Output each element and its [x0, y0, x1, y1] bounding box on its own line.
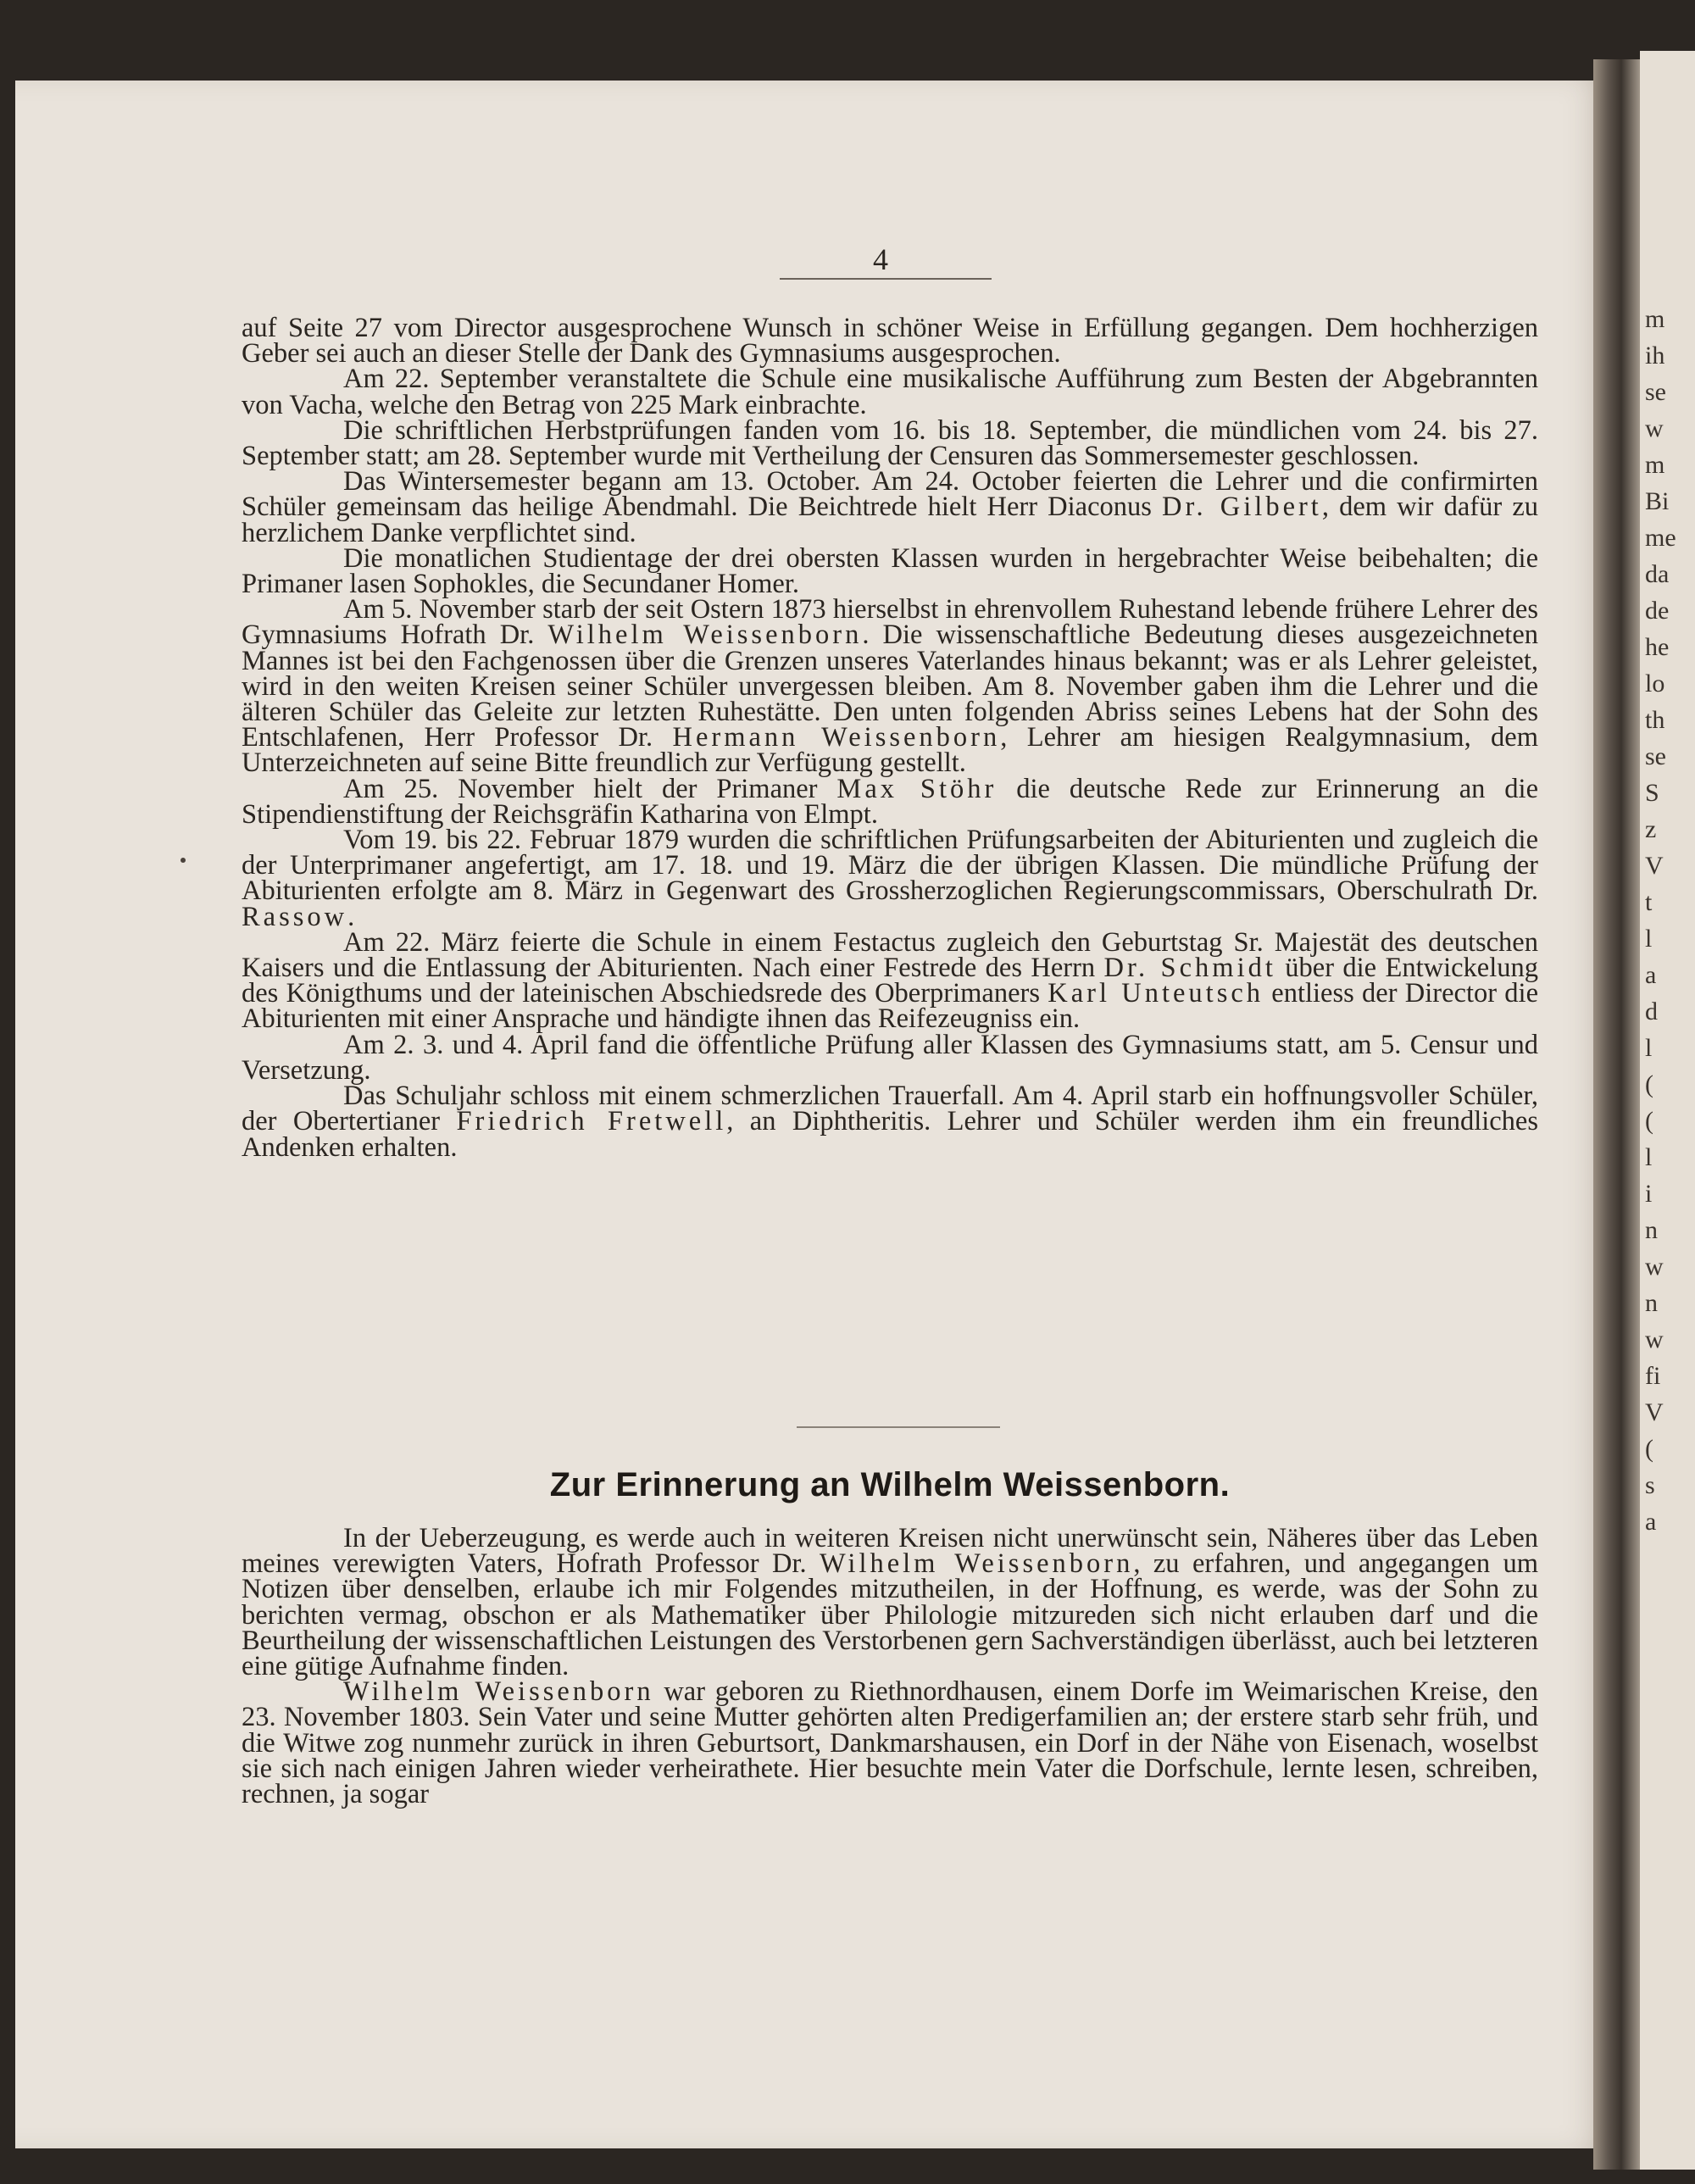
paragraph [242, 926, 1539, 1035]
facing-page-fragment: m [1645, 451, 1665, 479]
paragraph [242, 313, 1538, 370]
facing-page-fragment: ( [1645, 1435, 1653, 1463]
spaced-name: Max Stöhr [836, 773, 998, 804]
margin-dot [181, 858, 186, 863]
facing-page-fragment: n [1645, 1289, 1658, 1317]
facing-page-edge [1640, 51, 1695, 2170]
spaced-name: Rassow [242, 901, 348, 932]
facing-page-fragment: V [1645, 852, 1664, 880]
facing-page-fragment: i [1645, 1180, 1653, 1208]
paragraph [242, 594, 1538, 779]
text-run: In der Ueberzeugung, es werde auch in weiteren Kreisen nicht unerwünscht sein, Näheres über das Leben meines verewigten Vaters, Hofrath Professor Dr. [242, 1523, 1538, 1580]
facing-page-fragment: da [1645, 560, 1670, 588]
facing-page-fragment: me [1645, 524, 1676, 552]
text-run: , Lehrer am hiesigen Realgymnasium, dem Unterzeichneten auf seine Bitte freundlich zur Verfügung gestellt. [242, 722, 1538, 779]
text-run: Am 2. 3. und 4. April fand die öffentliche Prüfung aller Klassen des Gymnasiums statt, am 5. Censur und Versetzung. [242, 1029, 1538, 1086]
facing-page-fragment: se [1645, 378, 1666, 406]
spaced-name: Dr. Gilbert [1162, 492, 1322, 523]
facing-page-fragment: a [1645, 1508, 1657, 1536]
paragraph [242, 542, 1538, 600]
paragraph [242, 1081, 1538, 1163]
header-rule [780, 278, 992, 280]
facing-page-fragment: de [1645, 597, 1670, 625]
text-run: Am 25. November hielt der Primaner [343, 773, 837, 804]
facing-page-fragment: se [1645, 742, 1666, 770]
text-run: Am 22. September veranstaltete die Schule eine musikalische Aufführung zum Besten der Abgebrannten von Vacha, welche den Betrag von 225 Mark einbrachte. [242, 364, 1538, 420]
facing-page-fragment: d [1645, 998, 1658, 1025]
facing-page-fragment: fi [1645, 1362, 1661, 1390]
facing-page-fragment: ih [1645, 342, 1665, 370]
paragraph [242, 1676, 1538, 1810]
text-run: , an Diphtheritis. Lehrer und Schüler werden ihm ein freundliches Andenken erhalten. [242, 1106, 1538, 1163]
facing-page-fragment: ( [1645, 1070, 1653, 1098]
facing-page-fragment: n [1645, 1216, 1658, 1244]
facing-page-fragment: Bi [1645, 487, 1670, 515]
text-run: . Die wissenschaftliche Bedeutung dieses ausgezeichneten Mannes ist bei den Fachgenossen über die Grenzen unseres Vaterlandes hinaus bekannt; was er als Lehrer geleistet, wird in den weiten Kreisen seiner Schüler unvergessen bleiben. Am 8. November gaben ihm die Lehrer und die älteren Schüler das Geleite zur letzten Ruhestätte. Den unten folgenden Abriss seines Lebens hat der Sohn des Entschlafenen, Herr Professor Dr. [242, 620, 1538, 753]
paragraph [242, 773, 1538, 830]
facing-page-fragment: w [1645, 414, 1664, 442]
text-run: die deutsche Rede zur Erinnerung an die Stipendienstiftung der Reichsgräfin Katharina von Elmpt. [242, 773, 1538, 830]
text-run: über die Entwickelung des Königthums und der lateinischen Abschiedsrede des Oberprimaners [242, 953, 1538, 1009]
spaced-name: Wilhelm Weissenborn [547, 620, 863, 651]
text-run: . [347, 901, 355, 932]
body-text [242, 313, 1539, 1163]
spaced-name: Wilhelm Weissenborn [343, 1676, 654, 1708]
text-run: Die monatlichen Studientage der drei obersten Klassen wurden in hergebrachter Weise beibehalten; die Primaner lasen Sophokles, die Secundaner Homer. [242, 542, 1538, 600]
book-gutter [1593, 59, 1644, 2170]
facing-page-fragment: V [1645, 1398, 1664, 1426]
facing-page-fragment: z [1645, 815, 1657, 843]
text-run: Das Wintersemester begann am 13. October. Am 24. October feierten die Lehrer und die confirmirten Schüler gemeinsam das heilige Abendmahl. Die Beichtrede hielt Herr Diaconus [242, 466, 1538, 523]
text-run: entliess der Director die Abiturienten mit einer Ansprache und händigte ihnen das Reifezeugniss ein. [242, 978, 1539, 1035]
section-heading: Zur Erinnerung an Wilhelm Weissenborn. [549, 1466, 1231, 1503]
text-run: war geboren zu Riethnordhausen, einem Dorfe im Weimarischen Kreise, den 23. November 1803. Sein Vater und seine Mutter gehörten alten Predigerfamilien an; der erstere starb sehr früh, und die Witwe zog nunmehr zurück in ihren Geburtsort, Dankmarshausen, ein Dorf in der Nähe von Eisenach, woselbst sie sich nach einigen Jahren wieder verheirathete. Hier besuchte mein Vater die Dorfschule, lernte lesen, schreiben, rechnen, ja sogar [242, 1676, 1538, 1810]
spaced-name: Friedrich Fretwell [456, 1106, 727, 1137]
facing-page-fragment: s [1645, 1471, 1655, 1499]
text-run: , zu erfahren, und angegangen um Notizen über denselben, erlaube ich mir Folgendes mitzutheilen, in der Hoffnung, es werde, was der Sohn zu berichten vermag, obschon er als Mathematiker über Philologie mitzureden sich nicht erlauben darf und die Beurtheilung der wissenschaftlichen Leistungen des Verstorbenen gern Sachverständigen überlässt, auch bei letzteren eine gütige Aufnahme finden. [242, 1548, 1538, 1682]
spaced-name: Dr. Schmidt [1103, 953, 1276, 984]
facing-page-fragment: t [1645, 888, 1653, 916]
facing-page-fragment: lo [1645, 670, 1665, 697]
facing-page-fragment: S [1645, 779, 1659, 807]
spaced-name: Wilhelm Weissenborn [820, 1548, 1134, 1580]
facing-page-fragment: he [1645, 633, 1670, 661]
paragraph [242, 414, 1538, 472]
text-run: auf Seite 27 vom Director ausgesprochene Wunsch in schöner Weise in Erfüllung gegangen. Dem hochherzigen Geber sei auch an dieser Stelle der Dank des Gymnasiums ausgesprochen. [242, 313, 1538, 370]
text-run: Die schriftlichen Herbstprüfungen fanden vom 16. bis 18. September, die mündlichen vom 24. bis 27. September statt; am 28. September wurde mit Vertheilung der Censuren das Sommersemester geschlossen. [242, 414, 1538, 472]
facing-page-fragment: l [1645, 1143, 1653, 1171]
paragraph [242, 364, 1538, 420]
facing-page-fragment: th [1645, 706, 1665, 734]
facing-page-fragment: w [1645, 1253, 1664, 1281]
text-run: Am 22. März feierte die Schule in einem Festactus zugleich den Geburtstag Sr. Majestät des deutschen Kaisers und die Entlassung der Abiturienten. Nach einer Festrede des Herrn [242, 926, 1538, 984]
paragraph [242, 827, 1538, 930]
paragraph [242, 466, 1539, 548]
facing-page-fragment: a [1645, 961, 1657, 989]
spaced-name: Hermann Weissenborn [672, 722, 1001, 753]
text-run: Das Schuljahr schloss mit einem schmerzlichen Trauerfall. Am 4. April starb ein hoffnungsvoller Schüler, der Obertertianer [242, 1081, 1538, 1137]
text-run: Vom 19. bis 22. Februar 1879 wurden die schriftlichen Prüfungsarbeiten der Abiturienten und zugleich die der Unterprimaner angefertigt, am 17. 18. und 19. März die der übrigen Klassen. Die mündliche Prüfung der Abiturienten erfolgte am 8. März in Gegenwart des Grossherzoglichen Regierungscommissars, Oberschulrath Dr. [242, 825, 1538, 907]
text-run: , dem wir dafür zu herzlichem Danke verpflichtet sind. [242, 492, 1539, 548]
section-divider [797, 1426, 1000, 1428]
facing-page-fragment: m [1645, 305, 1665, 333]
spaced-name: Karl Unteutsch [1048, 978, 1264, 1009]
facing-page-fragment: ( [1645, 1107, 1653, 1135]
facing-page-fragment: l [1645, 925, 1653, 953]
page-number: 4 [873, 242, 888, 276]
paragraph [242, 1523, 1538, 1682]
facing-page-fragment: l [1645, 1034, 1653, 1062]
text-run: Am 5. November starb der seit Ostern 1873 hierselbst in ehrenvollem Ruhestand lebende frühere Lehrer des Gymnasiums Hofrath Dr. [242, 594, 1538, 651]
memoir-text [242, 1523, 1538, 1810]
paragraph [242, 1029, 1538, 1086]
facing-page-fragment: w [1645, 1325, 1664, 1353]
